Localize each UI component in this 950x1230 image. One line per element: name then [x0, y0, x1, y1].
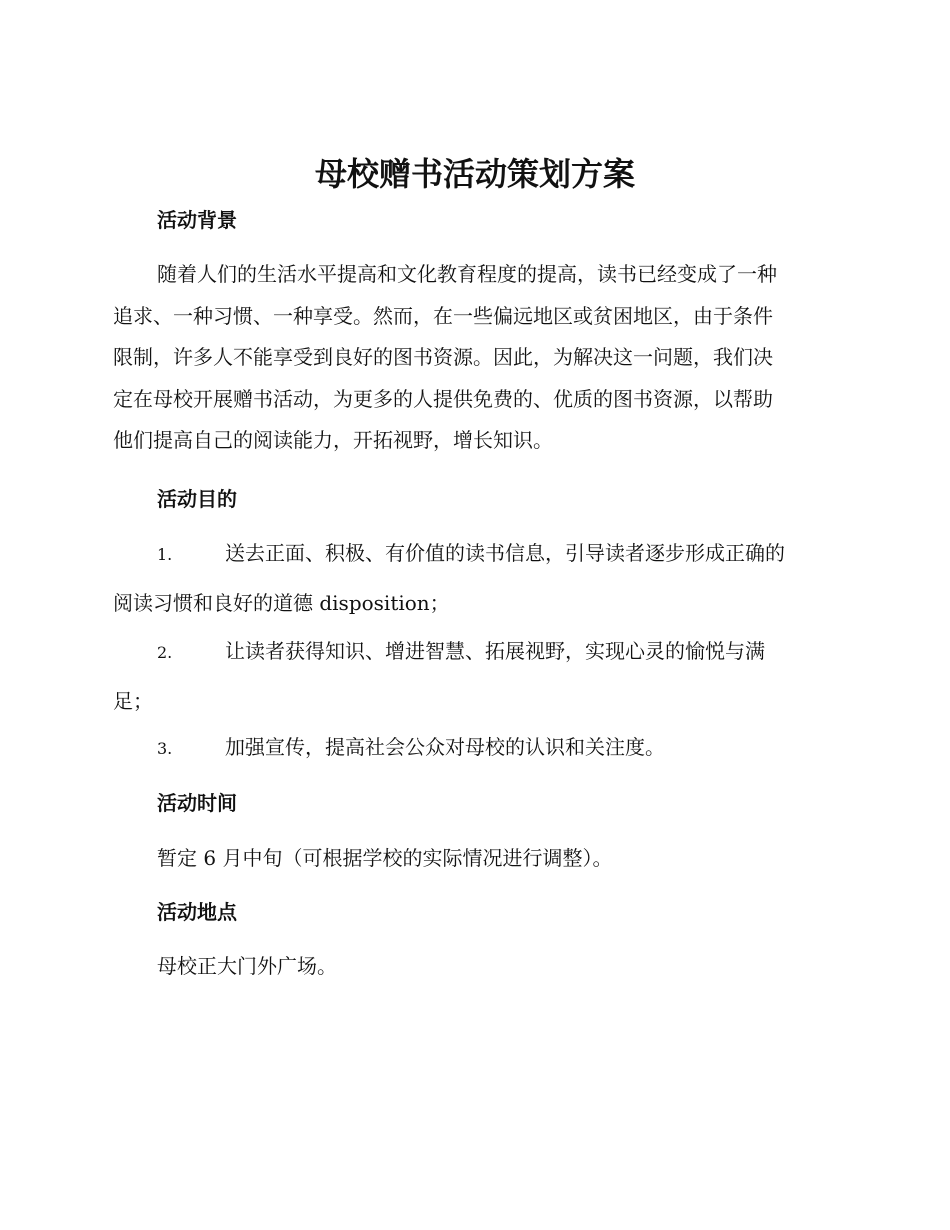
- time-text: 暂定 6 月中旬（可根据学校的实际情况进行调整）。: [157, 846, 613, 870]
- list-item-text: 让读者获得知识、增进智慧、拓展视野，实现心灵的愉悦与满: [225, 639, 765, 663]
- list-item: [113, 529, 831, 627]
- paragraph-line: 他们提高自己的阅读能力，开拓视野，增长知识。: [113, 428, 553, 452]
- section-heading-location: 活动地点: [157, 900, 237, 924]
- paragraph-line: 追求、一种习惯、一种享受。然而，在一些偏远地区或贫困地区，由于条件: [113, 303, 773, 328]
- list-item-text: 加强宣传，提高社会公众对母校的认识和关注度。: [225, 735, 665, 759]
- paragraph-line: 限制，许多人不能享受到良好的图书资源。因此，为解决这一问题，我们决: [113, 345, 773, 369]
- list-item-number: 3.: [157, 739, 173, 758]
- paragraph-line: 随着人们的生活水平提高和文化教育程度的提高，读书已经变成了一种: [157, 262, 777, 286]
- list-item: [113, 627, 831, 725]
- paragraph-line: 定在母校开展赠书活动，为更多的人提供免费的、优质的图书资源，以帮助: [113, 386, 773, 411]
- list-item-text: 阅读习惯和良好的道德 disposition；: [113, 591, 450, 615]
- section-heading-time: 活动时间: [157, 791, 237, 815]
- list-item-number: 1.: [157, 545, 173, 564]
- section-heading-background: 活动背景: [157, 208, 237, 232]
- list-item-number: 2.: [157, 643, 173, 662]
- list-item-text: 送去正面、积极、有价值的读书信息，引导读者逐步形成正确的: [225, 541, 785, 565]
- location-text: 母校正大门外广场。: [157, 954, 337, 978]
- section-heading-purpose: 活动目的: [157, 487, 237, 511]
- background-paragraph: [113, 254, 831, 462]
- document-title: 母校赠书活动策划方案: [314, 155, 635, 193]
- list-item-text: 足；: [113, 689, 153, 713]
- list-item: [113, 723, 831, 773]
